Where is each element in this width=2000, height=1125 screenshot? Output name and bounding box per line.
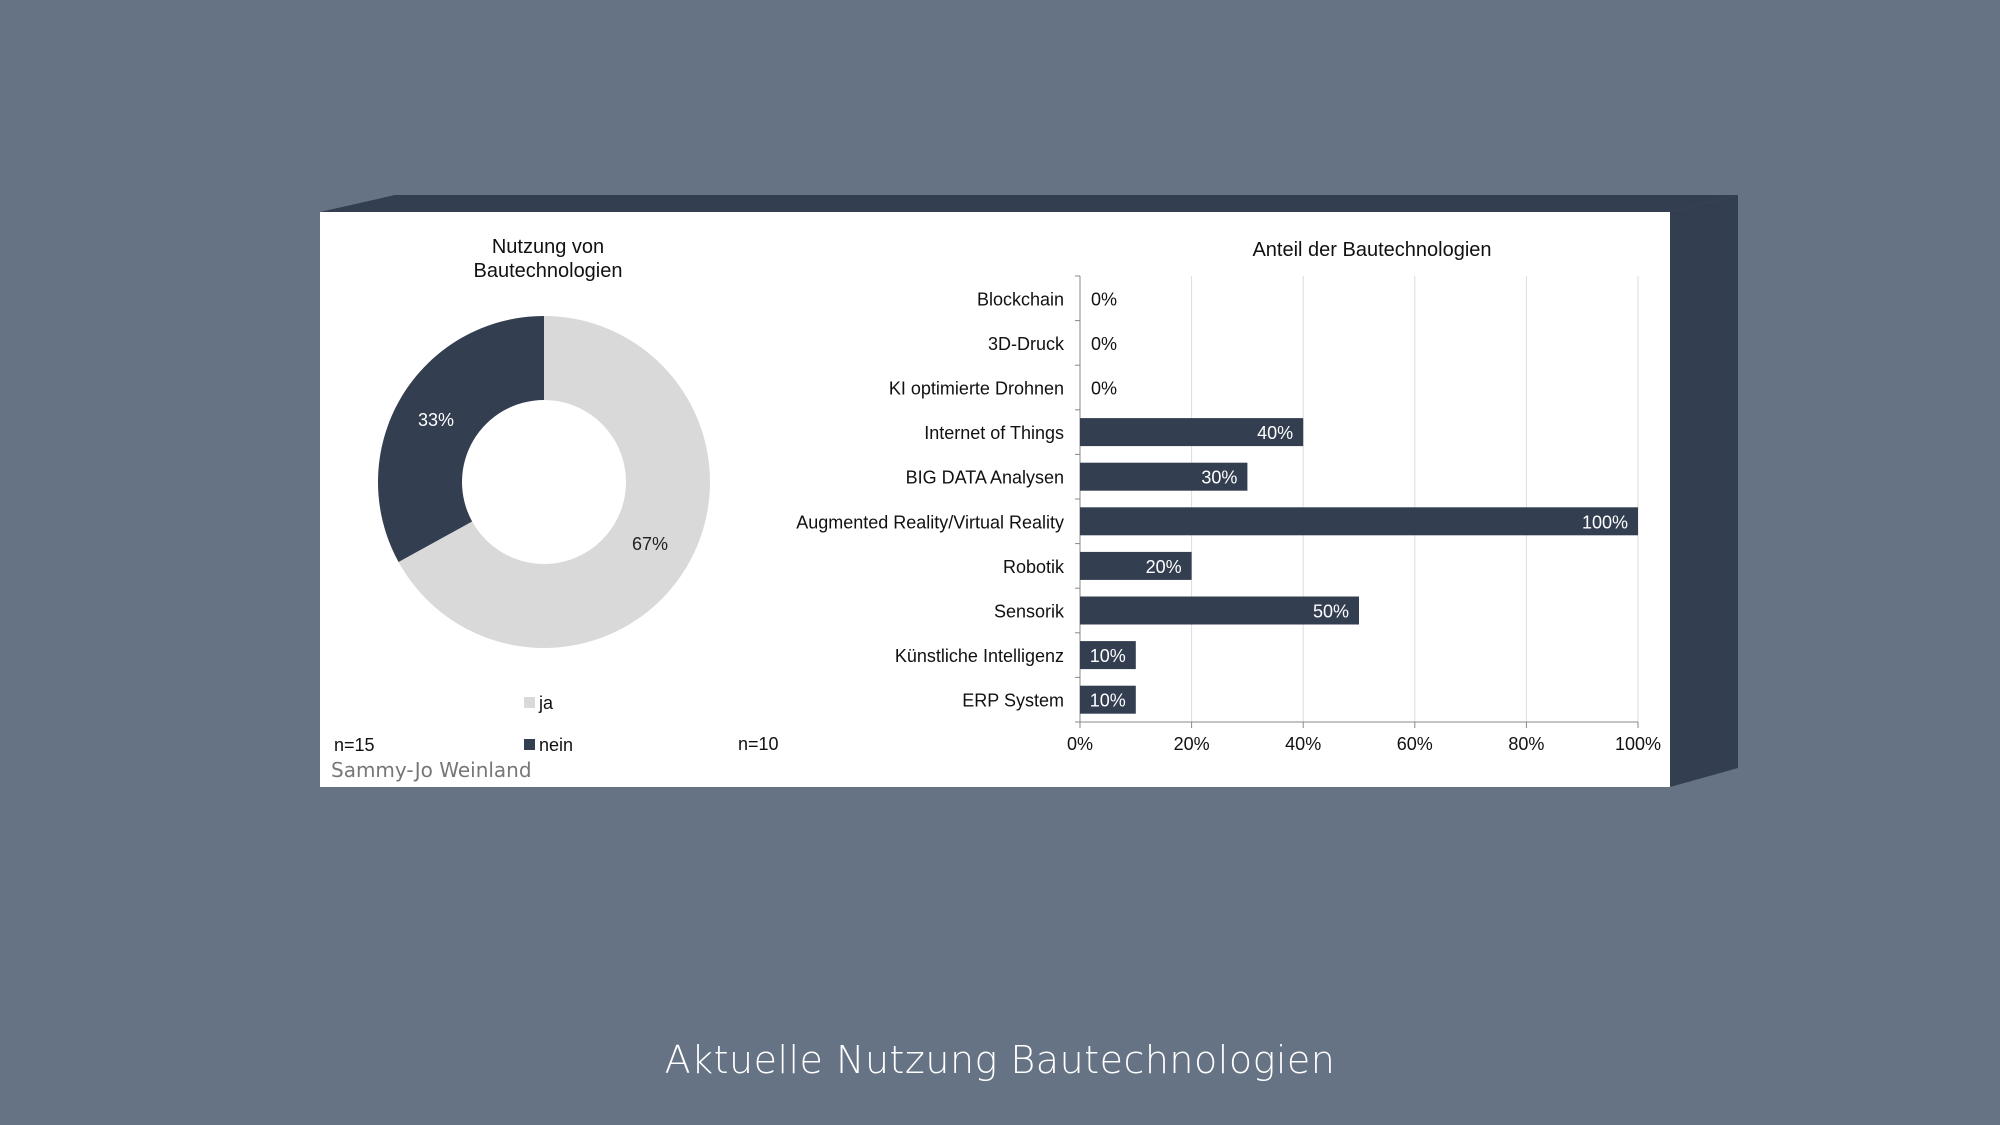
donut-slice-nein <box>378 316 544 562</box>
bar-value-label: 20% <box>1145 556 1182 577</box>
category-label: Sensorik <box>993 601 1064 622</box>
donut-label-ja: 67% <box>631 534 669 554</box>
bar-value-label: 40% <box>1257 423 1294 444</box>
x-tick-label: 0% <box>1066 734 1094 754</box>
frame-top-face <box>320 195 1738 212</box>
donut-title-line-1: Nutzung von <box>491 236 605 258</box>
slide-title: Aktuelle Nutzung Bautechnologien <box>664 1038 1336 1082</box>
chart-canvas <box>320 212 1670 787</box>
bar-value-label: 10% <box>1089 646 1126 667</box>
x-tick-label: 40% <box>1285 734 1322 754</box>
x-tick-label: 60% <box>1396 734 1433 754</box>
category-label: BIG DATA Analysen <box>905 467 1064 488</box>
category-label: Künstliche Intelligenz <box>894 646 1064 667</box>
bar-chart <box>738 239 1661 754</box>
bar-chart-title: Anteil der Bautechnologien <box>1252 239 1492 261</box>
donut-slices <box>378 316 710 648</box>
category-label: ERP System <box>962 690 1064 711</box>
bar-value-label: 10% <box>1089 690 1126 711</box>
category-label: KI optimierte Drohnen <box>888 378 1064 399</box>
donut-chart <box>334 236 710 755</box>
legend-label-ja: ja <box>539 693 554 713</box>
x-tick-label: 80% <box>1508 734 1545 754</box>
bar-value-label: 100% <box>1581 512 1628 533</box>
author-name: Sammy-Jo Weinland <box>331 758 532 782</box>
category-label: Blockchain <box>976 289 1064 310</box>
bar-value-label: 30% <box>1201 467 1238 488</box>
bar <box>1080 507 1638 535</box>
bar-value-label: 0% <box>1091 289 1118 310</box>
x-tick-label: 100% <box>1614 734 1662 754</box>
category-label: Internet of Things <box>924 423 1064 444</box>
legend-swatch-nein <box>524 739 535 750</box>
chart-card <box>320 212 1670 787</box>
category-label: Robotik <box>1002 556 1064 577</box>
bar-sample-size: n=10 <box>738 734 779 754</box>
frame-side-face <box>1670 195 1738 787</box>
x-tick-label: 20% <box>1173 734 1210 754</box>
bar-value-label: 50% <box>1312 601 1349 622</box>
donut-title-line-2: Bautechnologien <box>473 260 623 282</box>
category-label: Augmented Reality/Virtual Reality <box>796 512 1064 533</box>
bar-value-label: 0% <box>1091 378 1118 399</box>
legend-swatch-ja <box>524 697 535 708</box>
bar-value-label: 0% <box>1091 333 1118 354</box>
donut-sample-size: n=15 <box>334 735 375 755</box>
legend-label-nein: nein <box>539 735 574 755</box>
category-label: 3D-Druck <box>987 333 1064 354</box>
donut-label-nein: 33% <box>417 410 455 430</box>
bar-marks <box>796 289 1638 713</box>
